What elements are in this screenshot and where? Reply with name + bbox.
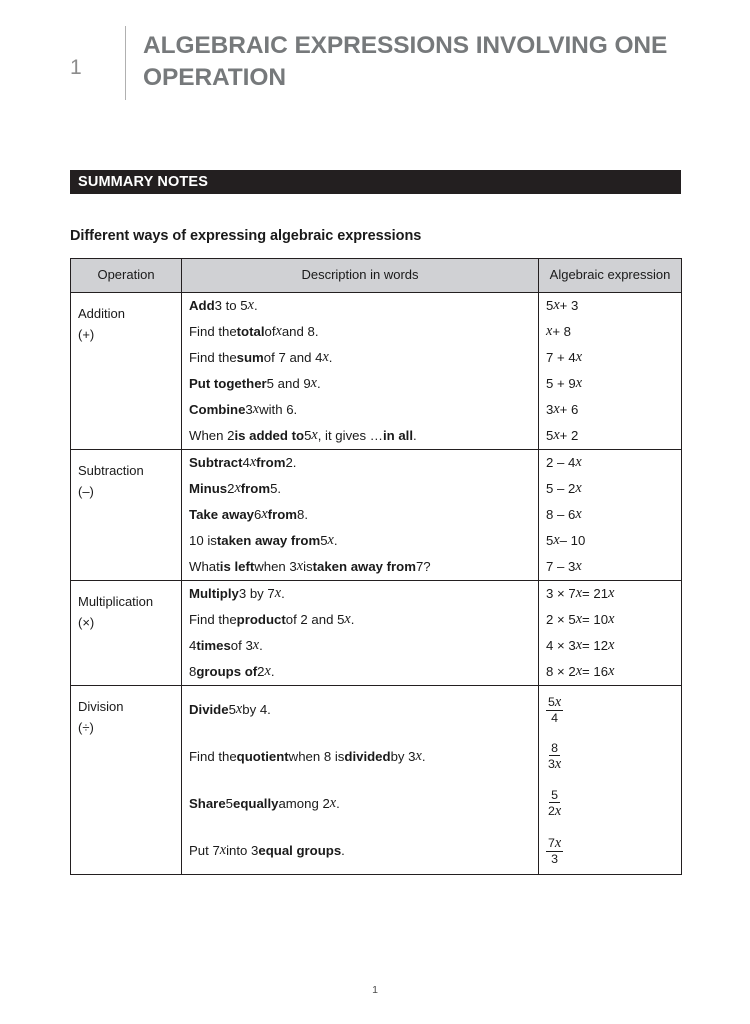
table-row	[71, 580, 682, 685]
algebraic-expression: 5 x – 10	[546, 532, 586, 549]
fraction	[546, 836, 563, 866]
table-body	[71, 292, 682, 874]
column-header-operation: Operation	[71, 259, 182, 293]
algebraic-expression	[539, 686, 681, 733]
footer-page-number: 1	[372, 984, 378, 996]
description-line: Put together 5 and 9 x .	[189, 375, 321, 392]
algebraic-expression: x + 8	[546, 323, 572, 340]
algebraic-expression: 3 × 7 x = 21 x	[546, 585, 615, 602]
algebraic-expression: 5 + 9 x	[546, 375, 583, 392]
operation-cell-subtraction	[71, 449, 182, 580]
algebraic-expression: 7 – 3 x	[546, 558, 582, 575]
column-header-algebraic: Algebraic expression	[539, 259, 682, 293]
fraction	[546, 695, 563, 725]
algebraic-expression: 2 × 5 x = 10 x	[546, 611, 615, 628]
operation-symbol: (–)	[78, 483, 94, 499]
column-header-description: Description in words	[182, 259, 539, 293]
operation-name: Multiplication	[78, 593, 154, 609]
table-header	[71, 259, 682, 293]
algebraic-expression: 7 + 4 x	[546, 349, 583, 366]
fraction-numerator: 5x	[548, 693, 562, 710]
description-line: 4 times of 3 x .	[189, 637, 263, 654]
chapter-number: 1	[70, 56, 83, 79]
algebraic-expression	[539, 733, 681, 780]
operation-symbol: (÷)	[78, 719, 94, 735]
description-line: Minus 2 x from 5.	[189, 480, 282, 497]
description-line: Find the sum of 7 and 4 x .	[189, 349, 333, 366]
description-line: Put 7 x into 3 equal groups .	[189, 841, 345, 858]
fraction-numerator: 8	[551, 740, 559, 755]
section-heading: Different ways of expressing algebraic expressions	[70, 228, 422, 244]
fraction-denominator: 4	[551, 710, 559, 725]
description-line: Combine 3 x with 6.	[189, 401, 298, 418]
description-line: Share 5 equally among 2 x .	[189, 794, 340, 811]
description-line: Divide 5 x by 4.	[189, 700, 271, 717]
description-cell	[182, 685, 539, 874]
table-row	[71, 685, 682, 874]
algebraic-expression: 5 – 2 x	[546, 480, 582, 497]
algebraic-expression: 8 – 6 x	[546, 506, 582, 523]
fraction	[546, 742, 563, 772]
algebraic-expression: 3 x + 6	[546, 401, 579, 418]
algebraic-expression-cell	[539, 449, 682, 580]
operation-symbol: (×)	[78, 614, 95, 630]
summary-notes-banner	[70, 170, 681, 194]
table-row	[71, 449, 682, 580]
fraction-numerator: 7x	[548, 834, 562, 851]
table-header-row	[71, 259, 682, 293]
operation-cell-addition	[71, 292, 182, 449]
description-line: Find the product of 2 and 5 x .	[189, 611, 355, 628]
fraction	[546, 789, 563, 819]
algebraic-expression-cell	[539, 685, 682, 874]
operation-symbol: (+)	[78, 326, 95, 342]
algebraic-expression	[539, 780, 681, 827]
operation-cell-multiplication	[71, 580, 182, 685]
expressions-table-wrapper	[70, 258, 681, 875]
fraction-numerator: 5	[551, 787, 559, 802]
algebraic-expression: 4 × 3 x = 12 x	[546, 637, 615, 654]
chapter-header	[70, 26, 682, 100]
description-line: What is left when 3 x is taken away from 7?	[189, 558, 431, 575]
operation-name: Division	[78, 698, 124, 714]
description-line: When 2 is added to 5 x , it gives … in all .	[189, 427, 417, 444]
fraction-denominator: 2x	[548, 803, 562, 820]
description-cell	[182, 580, 539, 685]
description-cell	[182, 292, 539, 449]
algebraic-expression: 2 – 4 x	[546, 454, 582, 471]
fraction-denominator: 3	[551, 851, 559, 866]
description-line: Subtract 4 x from 2.	[189, 454, 297, 471]
operation-name: Addition	[78, 305, 125, 321]
summary-notes-label: SUMMARY NOTES	[78, 174, 209, 190]
algebraic-expression	[539, 827, 681, 874]
description-line: Find the quotient when 8 is divided by 3 x .	[189, 747, 426, 764]
fraction-denominator: 3x	[548, 756, 562, 773]
algebraic-expression: 5 x + 3	[546, 297, 579, 314]
description-line: Multiply 3 by 7 x .	[189, 585, 285, 602]
operation-cell-division	[71, 685, 182, 874]
operation-name: Subtraction	[78, 462, 144, 478]
page-title: ALGEBRAIC EXPRESSIONS INVOLVING ONE OPERATION	[143, 32, 668, 91]
algebraic-expression: 5 x + 2	[546, 427, 579, 444]
description-line: 10 is taken away from 5 x .	[189, 532, 338, 549]
algebraic-expression: 8 × 2 x = 16 x	[546, 663, 615, 680]
description-line: Add 3 to 5 x .	[189, 297, 258, 314]
description-cell	[182, 449, 539, 580]
description-line: 8 groups of 2 x .	[189, 663, 275, 680]
chapter-divider-rule	[125, 26, 126, 100]
algebraic-expression-cell	[539, 580, 682, 685]
description-line: Take away 6 x from 8.	[189, 506, 308, 523]
table-row	[71, 292, 682, 449]
algebraic-expression-cell	[539, 292, 682, 449]
expressions-table	[70, 258, 682, 875]
description-line: Find the total of x and 8.	[189, 323, 319, 340]
